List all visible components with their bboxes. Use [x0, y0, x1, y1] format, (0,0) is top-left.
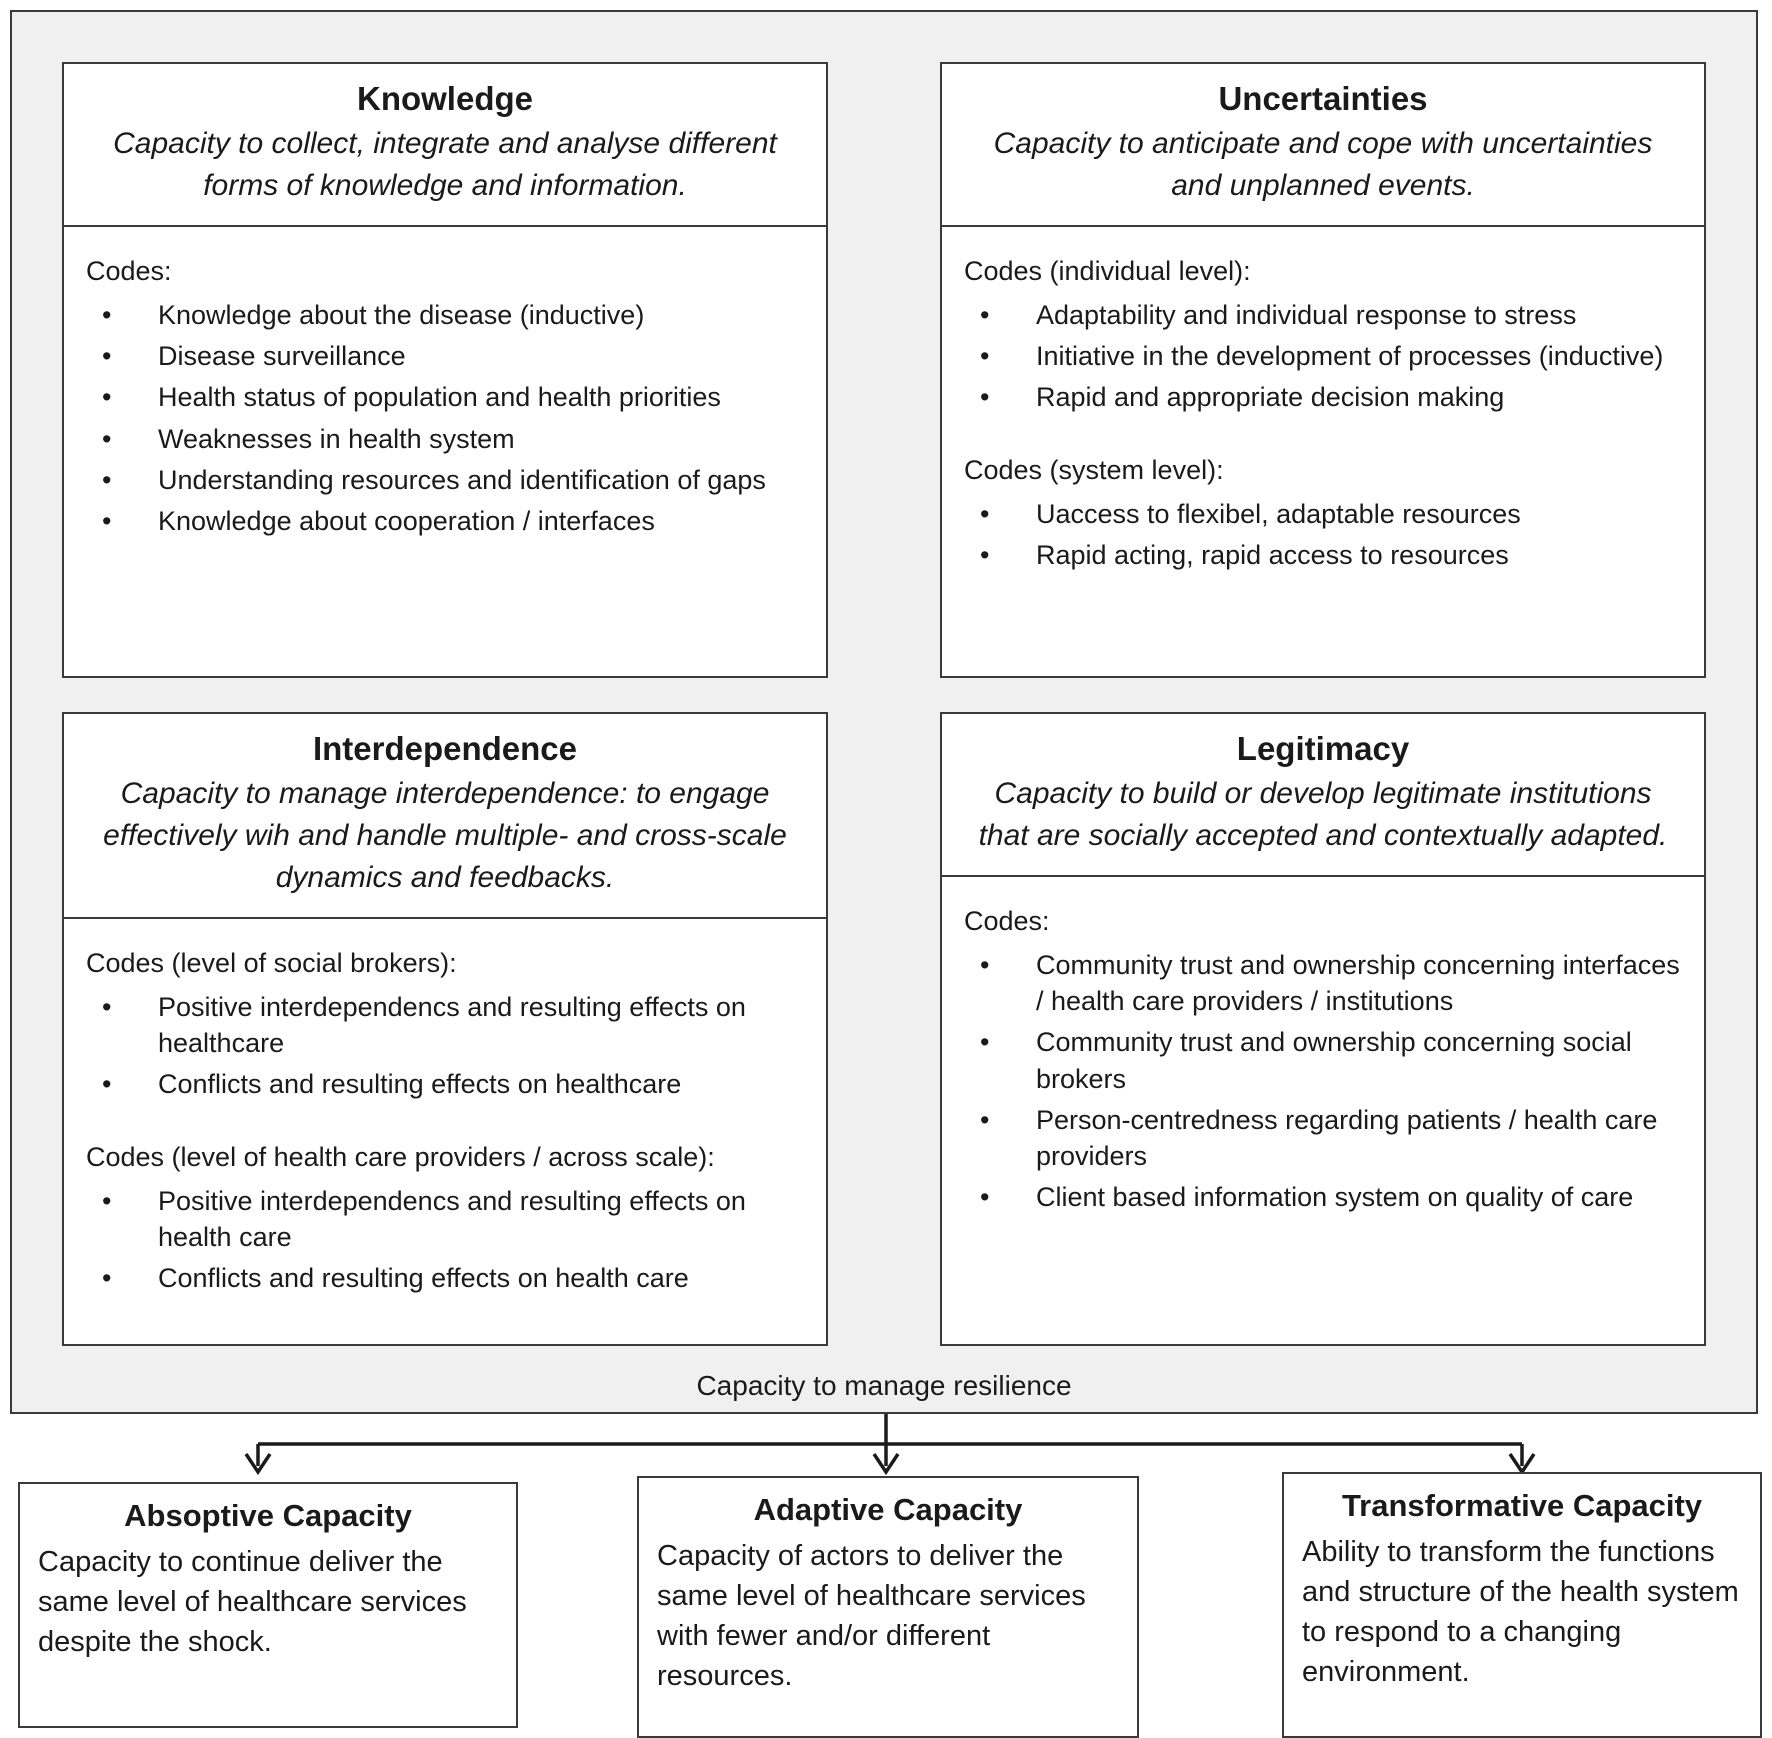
capacities-grid	[12, 12, 1756, 1346]
code-item: • Positive interdependencs and resulting effects on health care	[86, 1183, 814, 1255]
codes-label: Codes (system level):	[964, 454, 1224, 485]
panel-subtitle: Capacity to collect, integrate and analyse different forms of knowledge and information.	[113, 126, 777, 202]
code-item: • Knowledge about the disease (inductive)	[86, 297, 814, 333]
code-item: • Person-centredness regarding patients / health care providers	[964, 1102, 1692, 1174]
panel-legitimacy-body	[942, 877, 1704, 1344]
codes-label: Codes (level of social brokers):	[86, 947, 457, 978]
code-item: • Initiative in the development of processes (inductive)	[964, 338, 1692, 374]
panel-interdependence-body	[64, 919, 826, 1344]
code-item: • Rapid acting, rapid access to resources	[964, 537, 1692, 573]
code-item: • Uaccess to flexibel, adaptable resources	[964, 496, 1692, 532]
code-item: • Conflicts and resulting effects on healthcare	[86, 1066, 814, 1102]
code-item: • Understanding resources and identification of gaps	[86, 462, 814, 498]
code-item: • Conflicts and resulting effects on health care	[86, 1260, 814, 1296]
codes-list	[86, 1183, 814, 1297]
code-item: • Rapid and appropriate decision making	[964, 379, 1692, 415]
panel-legitimacy-header	[942, 714, 1704, 877]
code-item: • Disease surveillance	[86, 338, 814, 374]
panel-uncertainties	[940, 62, 1706, 678]
panel-legitimacy	[940, 712, 1706, 1346]
panel-title: Legitimacy	[1236, 730, 1410, 767]
code-item: • Community trust and ownership concerning interfaces / health care providers / institutions	[964, 947, 1692, 1019]
panel-subtitle: Capacity to manage interdependence: to engage effectively wih and handle multiple- and cross-scale dynamics and feedbacks.	[103, 776, 787, 894]
capacities-container	[10, 10, 1758, 1414]
panel-title: Interdependence	[312, 730, 578, 767]
code-item: • Knowledge about cooperation / interfaces	[86, 503, 814, 539]
codes-list	[964, 297, 1692, 416]
codes-label: Codes (level of health care providers / across scale):	[86, 1141, 715, 1172]
code-item: • Client based information system on quality of care	[964, 1179, 1692, 1215]
bottom-box-text: Capacity to continue deliver the same level of healthcare services despite the shock.	[38, 1546, 467, 1659]
panel-subtitle: Capacity to anticipate and cope with uncertainties and unplanned events.	[993, 126, 1653, 202]
code-item: • Weaknesses in health system	[86, 421, 814, 457]
panel-uncertainties-body	[942, 227, 1704, 676]
codes-list	[964, 947, 1692, 1215]
codes-list	[964, 496, 1692, 573]
bottom-box-title: Absoptive Capacity	[124, 1498, 412, 1533]
codes-list	[86, 989, 814, 1103]
branch-arrows	[0, 1414, 1772, 1478]
panel-uncertainties-header	[942, 64, 1704, 227]
box-absorptive-capacity	[18, 1482, 518, 1728]
box-transformative-capacity	[1282, 1472, 1762, 1738]
box-adaptive-capacity	[637, 1476, 1139, 1738]
panel-knowledge	[62, 62, 828, 678]
bottom-box-title: Adaptive Capacity	[753, 1492, 1023, 1527]
panel-knowledge-body	[64, 227, 826, 676]
connector-label: Capacity to manage resilience	[696, 1370, 1072, 1401]
panel-title: Uncertainties	[1218, 80, 1428, 117]
codes-label: Codes:	[964, 905, 1050, 936]
code-item: • Adaptability and individual response to stress	[964, 297, 1692, 333]
code-item: • Positive interdependencs and resulting effects on healthcare	[86, 989, 814, 1061]
panel-interdependence	[62, 712, 828, 1346]
codes-label: Codes (individual level):	[964, 255, 1251, 286]
panel-subtitle: Capacity to build or develop legitimate institutions that are socially accepted and contextually adapted.	[978, 776, 1668, 852]
bottom-box-text: Ability to transform the functions and structure of the health system to respond to a changing environment.	[1302, 1536, 1739, 1689]
codes-label: Codes:	[86, 255, 172, 286]
bottom-box-text: Capacity of actors to deliver the same level of healthcare services with fewer and/or different resources.	[657, 1540, 1086, 1693]
bottom-box-title: Transformative Capacity	[1341, 1488, 1703, 1523]
panel-knowledge-header	[64, 64, 826, 227]
codes-list	[86, 297, 814, 539]
panel-interdependence-header	[64, 714, 826, 919]
code-item: • Community trust and ownership concerning social brokers	[964, 1024, 1692, 1096]
code-item: • Health status of population and health priorities	[86, 379, 814, 415]
panel-title: Knowledge	[356, 80, 533, 117]
